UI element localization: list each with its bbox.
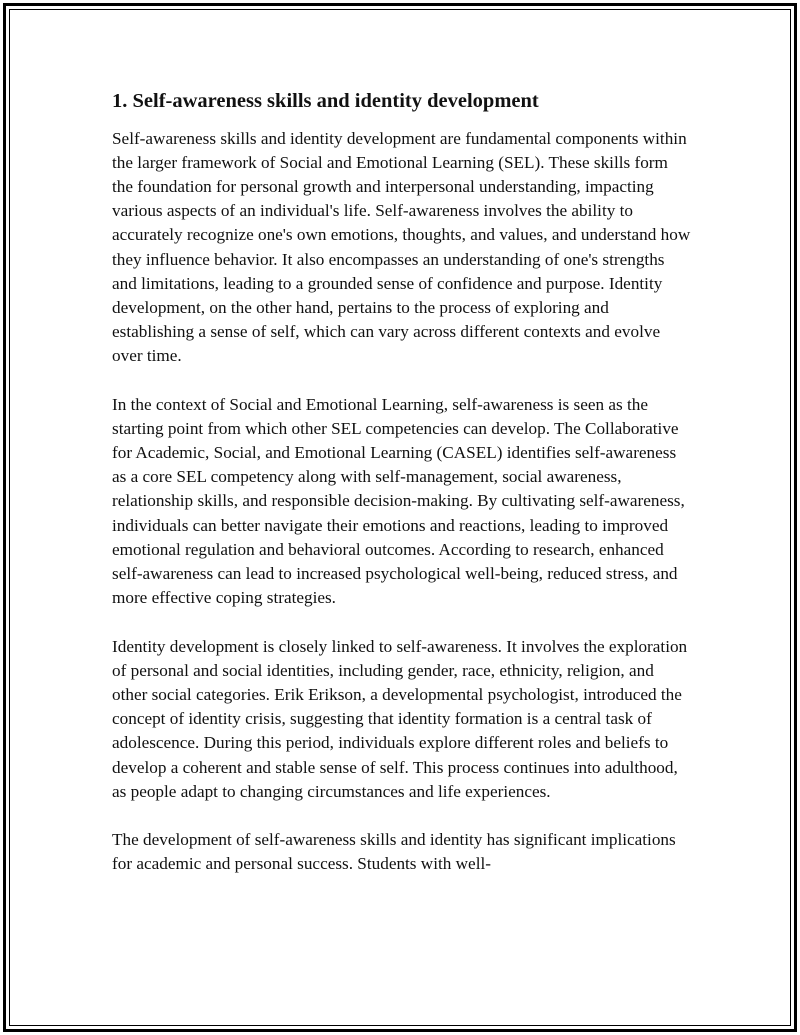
section-heading: 1. Self-awareness skills and identity development [112, 90, 539, 112]
paragraph-3: Identity development is closely linked to self-awareness. It involves the exploration of personal and social identities, including gender, race, ethnicity, religion, and other social categories. Erik Erikson, a developmental psychologist, introduced the concept of identity crisis, suggesting that identity formation is a central task of adolescence. During this period, individuals explore different roles and beliefs to develop a coherent and stable sense of self. This process continues into adulthood, as people adapt to changing circumstances and life experiences. [112, 636, 688, 801]
document-body [112, 88, 692, 900]
paragraph-1: Self-awareness skills and identity development are fundamental components within the larger framework of Social and Emotional Learning (SEL). These skills form the foundation for personal growth and interpersonal understanding, impacting various aspects of an individual's life. Self-awareness involves the ability to accurately recognize one's own emotions, thoughts, and values, and understand how they influence behavior. It also encompasses an understanding of one's strengths and limitations, leading to a grounded sense of confidence and purpose. Identity development, on the other hand, pertains to the process of exploring and establishing a sense of self, which can vary across different contexts and evolve over time. [112, 128, 691, 366]
paragraph-2: In the context of Social and Emotional Learning, self-awareness is seen as the starting point from which other SEL competencies can develop. The Collaborative for Academic, Social, and Emotional Learning (CASEL) identifies self-awareness as a core SEL competency along with self-management, social awareness, relationship skills, and responsible decision-making. By cultivating self-awareness, individuals can better navigate their emotions and reactions, leading to improved emotional regulation and behavioral outcomes. According to research, enhanced self-awareness can lead to increased psychological well-being, reduced stress, and more effective coping strategies. [112, 394, 685, 608]
paragraph-4: The development of self-awareness skills and identity has significant implications for academic and personal success. Students with well- [112, 829, 676, 874]
